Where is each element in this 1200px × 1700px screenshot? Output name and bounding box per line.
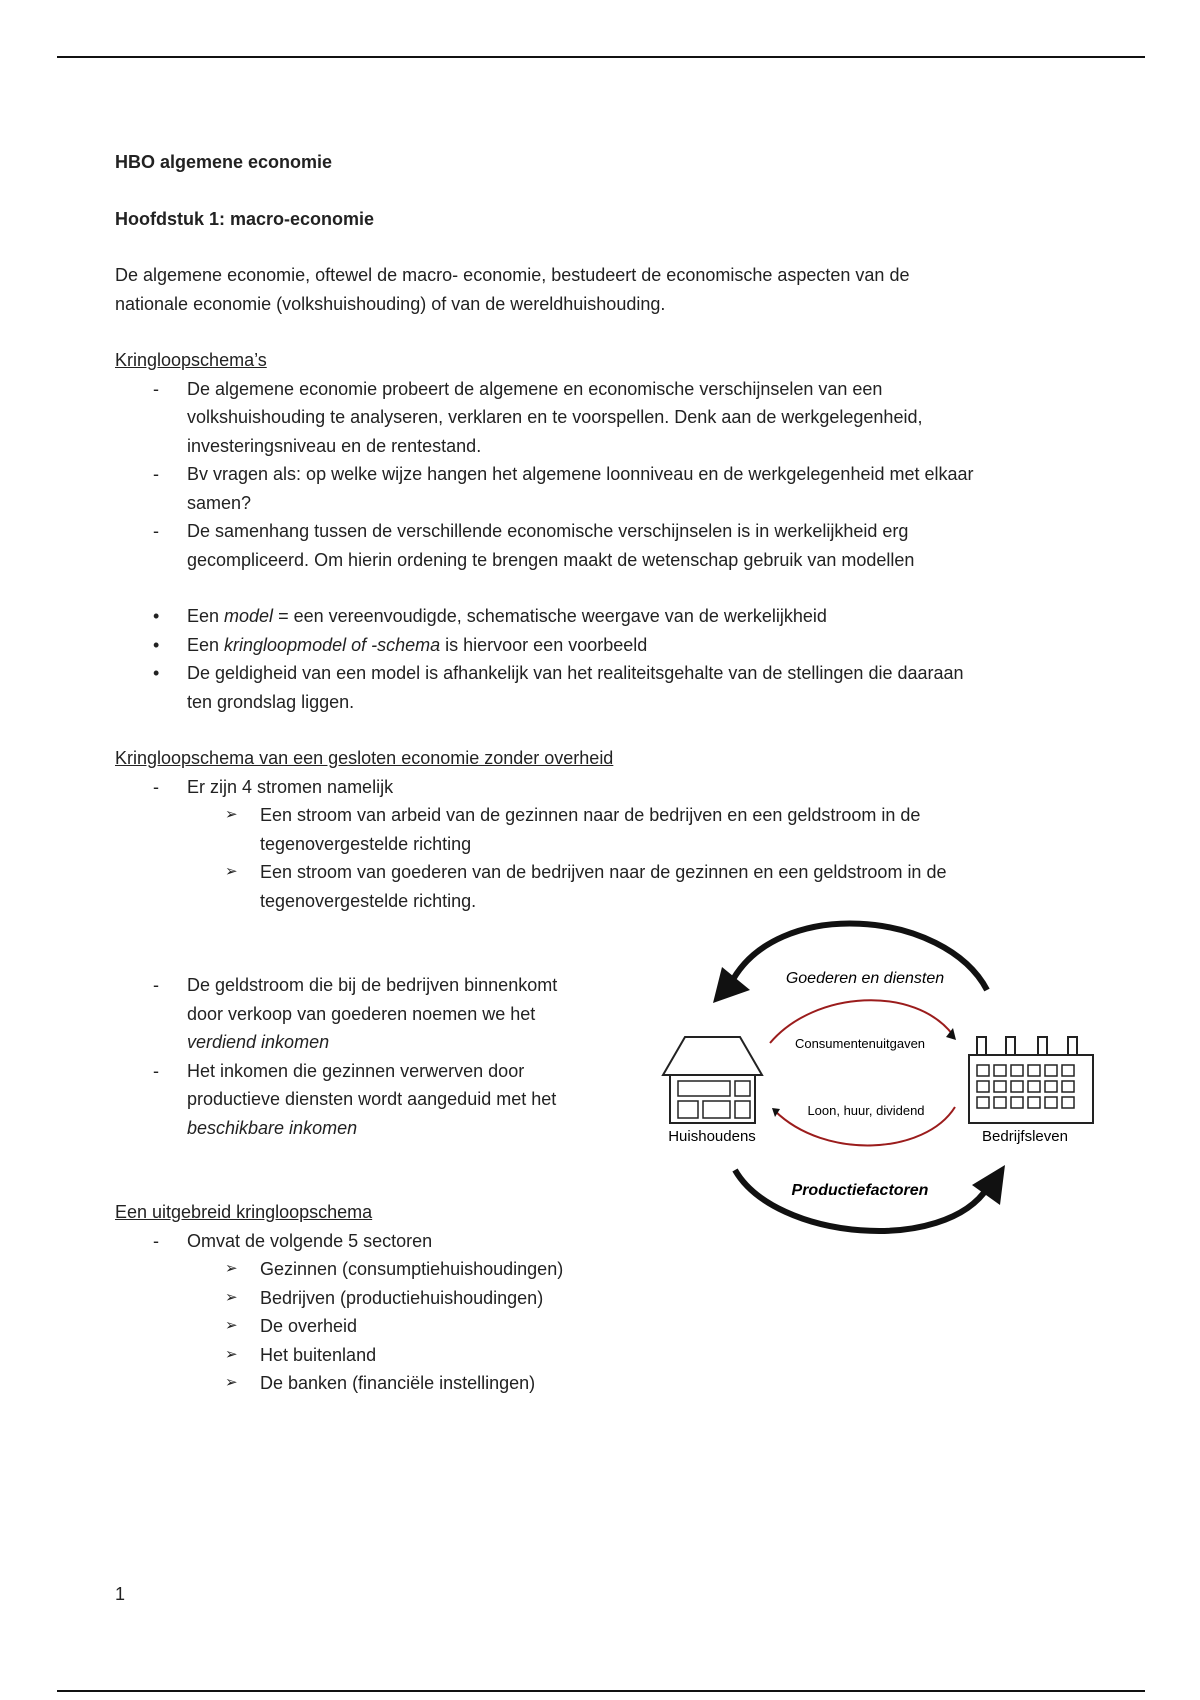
- text-line: Een stroom van goederen van de bedrijven naar de gezinnen en een geldstroom in de: [260, 862, 947, 882]
- dash-item: - De algemene economie probeert de algemene en economische verschijnselen van een volkshuishouding te analyseren, verklaren en te voorspellen. Denk aan de werkgelegenheid, investeringsniveau en de rentestand.: [115, 375, 1075, 461]
- text-line: Bv vragen als: op welke wijze hangen het algemene loonniveau en de werkgelegenheid met elkaar: [187, 464, 974, 484]
- bullet-item-geldigheid: • De geldigheid van een model is afhankelijk van het realiteitsgehalte van de stellingen die daaraan ten grondslag liggen.: [115, 659, 1075, 716]
- dash-item: - Omvat de volgende 5 sectoren: [115, 1227, 1075, 1256]
- section-heading-kringloopschemas: Kringloopschema’s: [115, 350, 267, 370]
- emphasis-model: model: [224, 606, 274, 626]
- text-line: tegenovergestelde richting: [260, 833, 472, 854]
- dash-item-verdiend-inkomen: - De geldstroom die bij de bedrijven binnenkomt door verkoop van goederen noemen we het verdiend inkomen: [115, 971, 727, 1057]
- sector-item: ➢ De overheid: [115, 1312, 1075, 1341]
- business-factory-icon: [969, 1037, 1093, 1123]
- text-line: De samenhang tussen de verschillende economische verschijnselen is in werkelijkheid erg: [187, 521, 909, 541]
- dash-item: - Bv vragen als: op welke wijze hangen het algemene loonniveau en de werkgelegenheid met elkaar samen?: [115, 460, 1075, 517]
- arrow-item: [115, 801, 1075, 858]
- sector-item: ➢ Het buitenland: [115, 1341, 1075, 1370]
- circular-flow-diagram: [655, 915, 1105, 1245]
- bottom-rule: [57, 1690, 1145, 1692]
- text-line: volkshuishouding te analyseren, verklaren en te voorspellen. Denk aan de werkgelegenheid,: [187, 407, 923, 427]
- text-line: ten grondslag liggen.: [187, 691, 355, 712]
- outer-arrow-bottom: [735, 1170, 988, 1231]
- section-heading-uitgebreid: Een uitgebreid kringloopschema: [115, 1202, 373, 1222]
- dash-item-beschikbare-inkomen: - Het inkomen die gezinnen verwerven door productieve diensten wordt aangeduid met het beschikbare inkomen: [115, 1057, 727, 1143]
- doc-title: HBO algemene economie: [115, 152, 333, 172]
- top-rule: [57, 56, 1145, 58]
- label-bedrijfsleven: Bedrijfsleven: [982, 1128, 1068, 1145]
- emphasis-beschikbare-inkomen: beschikbare inkomen: [187, 1117, 358, 1138]
- label-goederen-en-diensten: Goederen en diensten: [785, 970, 945, 987]
- bullet-item-model: • Een model = een vereenvoudigde, schematische weergave van de werkelijkheid: [153, 606, 827, 626]
- text-line: Een stroom van arbeid van de gezinnen naar de bedrijven en een geldstroom in de: [260, 805, 921, 825]
- emphasis-verdiend-inkomen: verdiend inkomen: [187, 1032, 330, 1052]
- label-productiefactoren: Productiefactoren: [791, 1182, 929, 1199]
- dash-item: - De samenhang tussen de verschillende economische verschijnselen is in werkelijkheid erg gecompliceerd. Om hierin ordening te brengen maakt de wetenschap gebruik van modellen: [115, 517, 1075, 574]
- arrowhead-bullet-icon: ➢: [225, 1345, 238, 1363]
- label-loon-huur-dividend: Loon, huur, dividend: [807, 1103, 925, 1118]
- text-line: Omvat de volgende 5 sectoren: [187, 1230, 433, 1251]
- text-line: De geldigheid van een model is afhankelijk van het realiteitsgehalte van de stellingen die daaraan: [187, 663, 964, 683]
- label-huishoudens: Huishoudens: [668, 1128, 756, 1145]
- household-house-icon: [663, 1037, 762, 1123]
- label-consumentenuitgaven: Consumentenuitgaven: [794, 1036, 926, 1051]
- text-line: Het inkomen die gezinnen verwerven door: [187, 1060, 525, 1081]
- arrowhead-bullet-icon: ➢: [225, 1374, 238, 1391]
- text-line: tegenovergestelde richting.: [260, 890, 477, 911]
- intro-line-2: nationale economie (volkshuishouding) of van de wereldhuishouding.: [115, 293, 666, 314]
- emphasis-kringloopmodel: kringloopmodel of -schema: [224, 634, 441, 655]
- section-heading-gesloten-economie: Kringloopschema van een gesloten economie zonder overheid: [115, 748, 614, 768]
- arrowhead-bullet-icon: ➢: [225, 806, 238, 823]
- text-line: door verkoop van goederen noemen we het: [187, 1003, 536, 1024]
- chapter-heading: Hoofdstuk 1: macro-economie: [115, 208, 375, 229]
- text-line: De algemene economie probeert de algemene en economische verschijnselen van een: [187, 378, 883, 399]
- arrow-item: [115, 858, 1075, 915]
- text-line: investeringsniveau en de rentestand.: [187, 435, 482, 456]
- page-number: 1: [115, 1584, 126, 1604]
- text-line: samen?: [187, 492, 252, 513]
- outer-arrowhead-top: [713, 967, 750, 1003]
- text-line: Er zijn 4 stromen namelijk: [187, 776, 394, 797]
- dash-item: - Er zijn 4 stromen namelijk: [115, 773, 1075, 802]
- sector-item: ➢ Gezinnen (consumptiehuishoudingen): [115, 1255, 1075, 1284]
- text-line: gecompliceerd. Om hierin ordening te brengen maakt de wetenschap gebruik van modellen: [187, 549, 915, 570]
- arrowhead-bullet-icon: ➢: [225, 1260, 238, 1277]
- sector-item: ➢ De banken (financiële instellingen): [115, 1369, 1075, 1398]
- sector-item: ➢ Bedrijven (productiehuishoudingen): [115, 1284, 1075, 1313]
- arrowhead-bullet-icon: ➢: [225, 1288, 238, 1306]
- text-line: productieve diensten wordt aangeduid met het: [187, 1089, 557, 1109]
- bullet-item-kringloopmodel: • Een kringloopmodel of -schema is hiervoor een voorbeeld: [153, 634, 648, 655]
- arrowhead-bullet-icon: ➢: [225, 863, 238, 880]
- arrowhead-bullet-icon: ➢: [225, 1317, 238, 1334]
- text-line: De geldstroom die bij de bedrijven binnenkomt: [187, 975, 558, 995]
- intro-line-1: De algemene economie, oftewel de macro- economie, bestudeert de economische aspecten van de: [115, 265, 910, 285]
